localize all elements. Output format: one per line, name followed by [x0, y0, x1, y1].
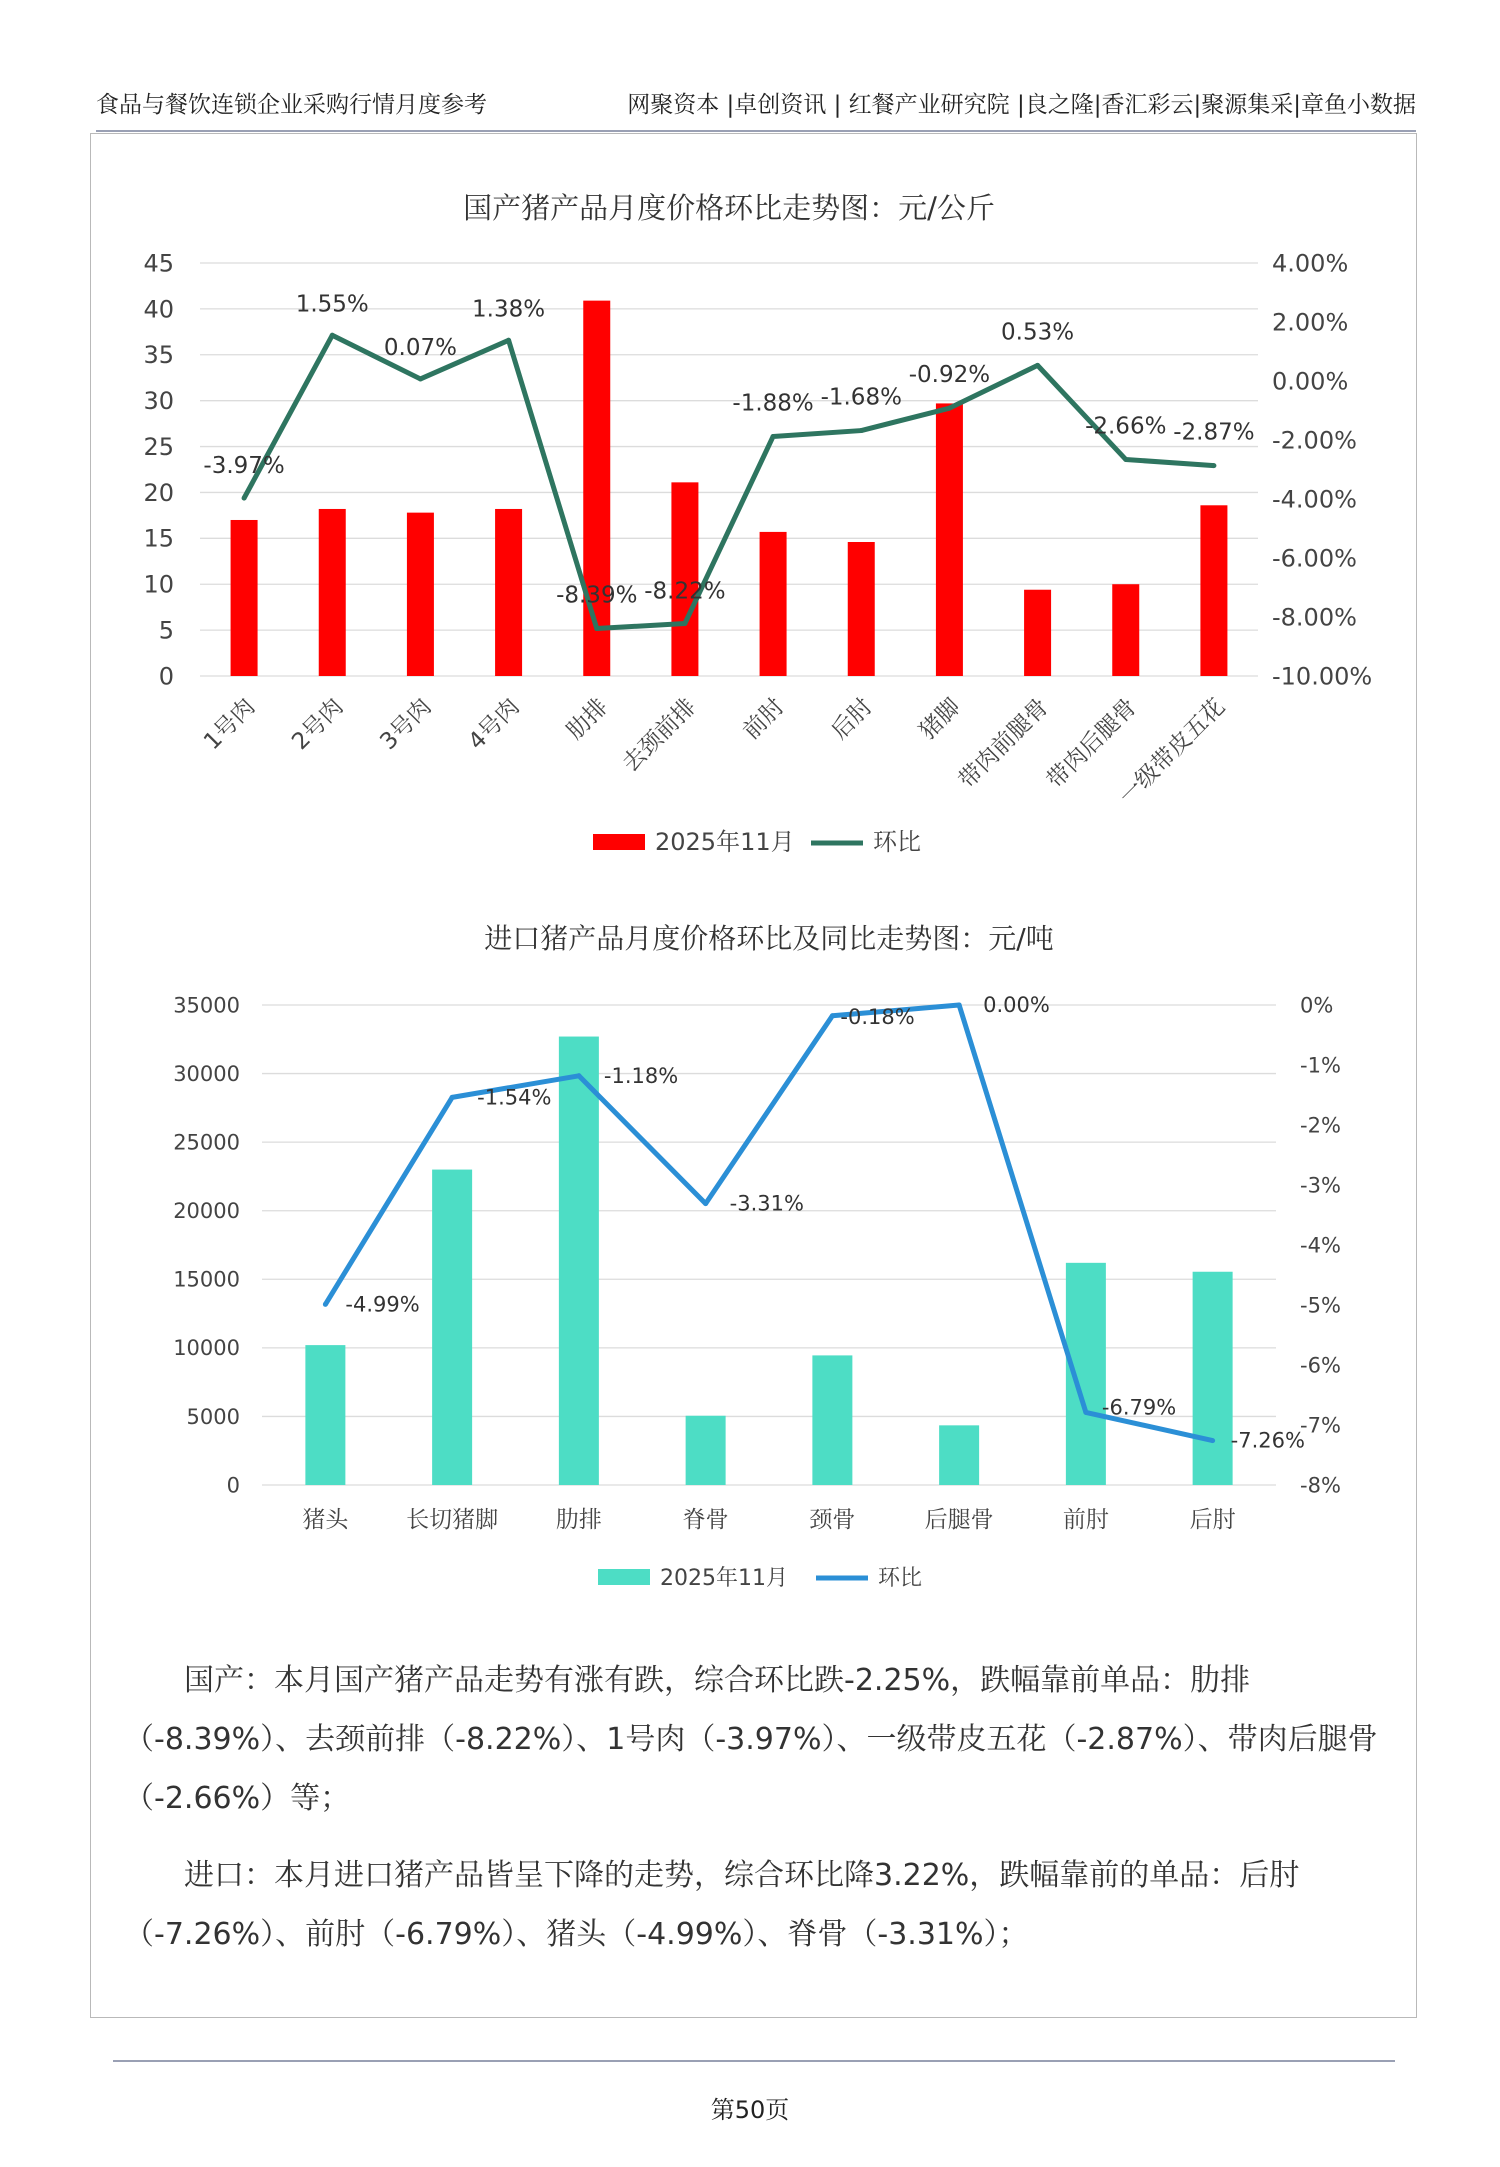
- y-axis-tick-label: 35000: [173, 993, 240, 1018]
- line-point: [576, 1073, 581, 1078]
- data-label: -8.39%: [556, 582, 638, 609]
- bar: [686, 1416, 726, 1485]
- y-axis-tick-label: 20: [143, 478, 174, 507]
- data-label: -2.87%: [1173, 419, 1255, 446]
- bar: [305, 1345, 345, 1485]
- data-label: -3.31%: [729, 1191, 804, 1216]
- y2-axis-tick-label: 4.00%: [1272, 249, 1349, 278]
- footer-divider: [113, 2060, 1395, 2062]
- bar: [432, 1170, 472, 1485]
- x-axis-category-label: 猪脚: [914, 693, 966, 745]
- y2-axis-tick-label: -8.00%: [1272, 603, 1357, 632]
- x-axis-category-label: 长切猪脚: [406, 1507, 499, 1533]
- y-axis-tick-label: 25: [143, 432, 174, 461]
- y-axis-tick-label: 0: [226, 1473, 240, 1498]
- y2-axis-tick-label: -5%: [1300, 1293, 1341, 1318]
- data-label: -7.26%: [1230, 1428, 1305, 1453]
- legend-label-line: 环比: [873, 828, 921, 856]
- y2-axis-tick-label: -6%: [1300, 1353, 1341, 1378]
- data-label: -0.92%: [908, 362, 991, 389]
- x-axis-category-label: 一级带皮五花: [1114, 693, 1231, 810]
- line-point: [830, 1013, 835, 1018]
- data-label: -6.79%: [1101, 1395, 1177, 1420]
- x-axis-category-label: 脊骨: [682, 1507, 729, 1533]
- x-axis-category-label: 后肘: [1189, 1507, 1236, 1533]
- y-axis-tick-label: 15000: [173, 1267, 240, 1292]
- y2-axis-tick-label: -4.00%: [1272, 485, 1357, 514]
- x-axis-category-label: 2号肉: [287, 693, 349, 756]
- header-report-title: 食品与餐饮连锁企业采购行情月度参考: [96, 92, 487, 118]
- data-label: -1.54%: [477, 1085, 552, 1110]
- line-point: [1210, 1438, 1215, 1443]
- y2-axis-tick-label: -6.00%: [1272, 544, 1357, 573]
- y-axis-tick-label: 10000: [173, 1336, 240, 1361]
- data-label: 0.53%: [1001, 319, 1075, 346]
- y-axis-tick-label: 35: [143, 341, 174, 370]
- data-label: 1.55%: [295, 291, 369, 318]
- x-axis-category-label: 前肘: [738, 693, 790, 745]
- y2-axis-tick-label: 0.00%: [1272, 367, 1349, 396]
- x-axis-category-label: 后肘: [826, 693, 878, 745]
- x-axis-category-label: 1号肉: [199, 693, 261, 756]
- chart-title: 进口猪产品月度价格环比及同比走势图：元/吨: [484, 922, 1054, 955]
- chart-title: 国产猪产品月度价格环比走势图：元/公斤: [463, 191, 995, 225]
- legend-swatch-bar: [598, 1569, 650, 1585]
- domestic-summary-paragraph: 国产：本月国产猪产品走势有涨有跌，综合环比跌-2.25%，跌幅靠前单品：肋排（-8.39%）、去颈前排（-8.22%）、1号肉（-3.97%）、一级带皮五花（-2.87%）、带肉后腿骨（-2.66%）等；: [124, 1663, 1378, 1816]
- y-axis-tick-label: 10: [143, 570, 174, 599]
- x-axis-category-label: 后腿骨: [924, 1507, 994, 1533]
- bar: [1193, 1272, 1233, 1485]
- line-point: [703, 1201, 708, 1206]
- x-axis-category-label: 肋排: [562, 693, 613, 745]
- data-label: 0.00%: [983, 993, 1050, 1017]
- y2-axis-tick-label: 0%: [1300, 993, 1334, 1018]
- data-label: -1.88%: [732, 390, 814, 417]
- x-axis-category-label: 4号肉: [463, 693, 525, 756]
- data-label: -2.66%: [1085, 413, 1167, 440]
- y2-axis-tick-label: -2%: [1300, 1113, 1341, 1138]
- y-axis-tick-label: 30000: [173, 1061, 240, 1086]
- legend-label-line: 环比: [878, 1566, 923, 1591]
- x-axis-category-label: 去颈前排: [617, 693, 702, 778]
- y2-axis-tick-label: 2.00%: [1272, 308, 1349, 337]
- x-axis-category-label: 颈骨: [809, 1507, 856, 1533]
- imported-summary-paragraph: 进口：本月进口猪产品皆呈下降的走势，综合环比降3.22%，跌幅靠前的单品：后肘（-7.26%）、前肘（-6.79%）、猪头（-4.99%）、脊骨（-3.31%）；: [124, 1858, 1300, 1952]
- data-label: -4.99%: [345, 1292, 420, 1317]
- y2-axis-tick-label: -8%: [1300, 1473, 1341, 1498]
- x-axis-category-label: 3号肉: [375, 693, 437, 756]
- y-axis-tick-label: 5000: [186, 1404, 240, 1429]
- x-axis-category-label: 猪头: [302, 1507, 349, 1533]
- line-point: [450, 1095, 455, 1100]
- y-axis-tick-label: 5: [158, 616, 174, 645]
- y2-axis-tick-label: -7%: [1300, 1413, 1341, 1438]
- data-label: 1.38%: [472, 296, 546, 323]
- data-label: -0.18%: [840, 1004, 915, 1029]
- line-point: [957, 1003, 962, 1008]
- x-axis-category-label: 带肉前腿骨: [954, 693, 1054, 794]
- data-label: -1.18%: [603, 1063, 679, 1088]
- y-axis-tick-label: 30: [143, 387, 174, 416]
- y-axis-tick-label: 0: [158, 662, 174, 691]
- header-sources: 网聚资本 |卓创资讯 | 红餐产业研究院 |良之隆|香汇彩云|聚源集采|章鱼小数据: [627, 92, 1416, 118]
- x-axis-category-label: 带肉后腿骨: [1042, 693, 1142, 794]
- y2-axis-tick-label: -1%: [1300, 1053, 1341, 1078]
- y2-axis-tick-label: -10.00%: [1272, 662, 1373, 691]
- x-axis-category-label: 肋排: [555, 1507, 602, 1533]
- y2-axis-tick-label: -3%: [1300, 1173, 1341, 1198]
- y2-axis-tick-label: -2.00%: [1272, 426, 1357, 455]
- y-axis-tick-label: 25000: [173, 1130, 240, 1155]
- y-axis-tick-label: 20000: [173, 1199, 240, 1224]
- legend-label-bar: 2025年11月: [660, 1566, 788, 1591]
- data-label: 0.07%: [383, 334, 457, 361]
- line-point: [1083, 1410, 1088, 1415]
- y-axis-tick-label: 40: [143, 295, 174, 324]
- data-label: -1.68%: [820, 384, 902, 411]
- legend-label-bar: 2025年11月: [655, 828, 795, 856]
- line-point: [323, 1302, 328, 1307]
- x-axis-category-label: 前肘: [1062, 1507, 1109, 1533]
- data-label: -3.97%: [203, 453, 285, 480]
- y-axis-tick-label: 45: [143, 249, 174, 278]
- y-axis-tick-label: 15: [143, 524, 174, 553]
- page-number: 第50页: [710, 2096, 790, 2124]
- bar: [559, 1037, 599, 1485]
- data-label: -8.22%: [644, 578, 726, 605]
- y2-axis-tick-label: -4%: [1300, 1233, 1341, 1258]
- bar: [939, 1425, 979, 1485]
- bar: [812, 1355, 852, 1485]
